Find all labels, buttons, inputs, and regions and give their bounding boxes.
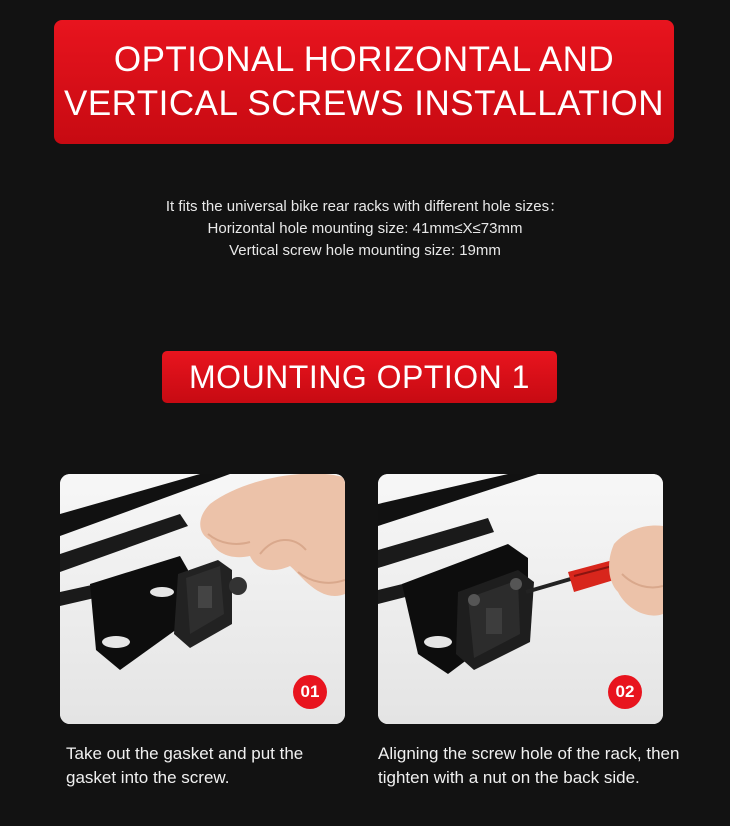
step-1-caption: Take out the gasket and put the gasket into the screw. bbox=[66, 744, 304, 787]
step-2-photo bbox=[378, 474, 663, 724]
step-2-badge: 02 bbox=[608, 675, 642, 709]
description-line-1: It fits the universal bike rear racks with different hole sizes： bbox=[165, 198, 565, 215]
description-line-3: Vertical screw hole mounting size: 19mm bbox=[229, 242, 501, 259]
description-line-2: Horizontal hole mounting size: 41mm≤X≤73mm bbox=[207, 220, 523, 237]
step-1-badge: 01 bbox=[293, 675, 327, 709]
mounting-option-banner bbox=[162, 351, 557, 403]
title-line-1: OPTIONAL HORIZONTAL AND bbox=[113, 40, 615, 79]
title-line-2: VERTICAL SCREWS INSTALLATION bbox=[63, 84, 665, 123]
step-1-photo bbox=[60, 474, 345, 724]
step-2-caption: Aligning the screw hole of the rack, then tighten with a nut on the back side. bbox=[378, 744, 680, 787]
mounting-option-label: MOUNTING OPTION 1 bbox=[189, 358, 530, 395]
compatibility-description bbox=[0, 196, 730, 262]
title-banner bbox=[54, 20, 674, 144]
